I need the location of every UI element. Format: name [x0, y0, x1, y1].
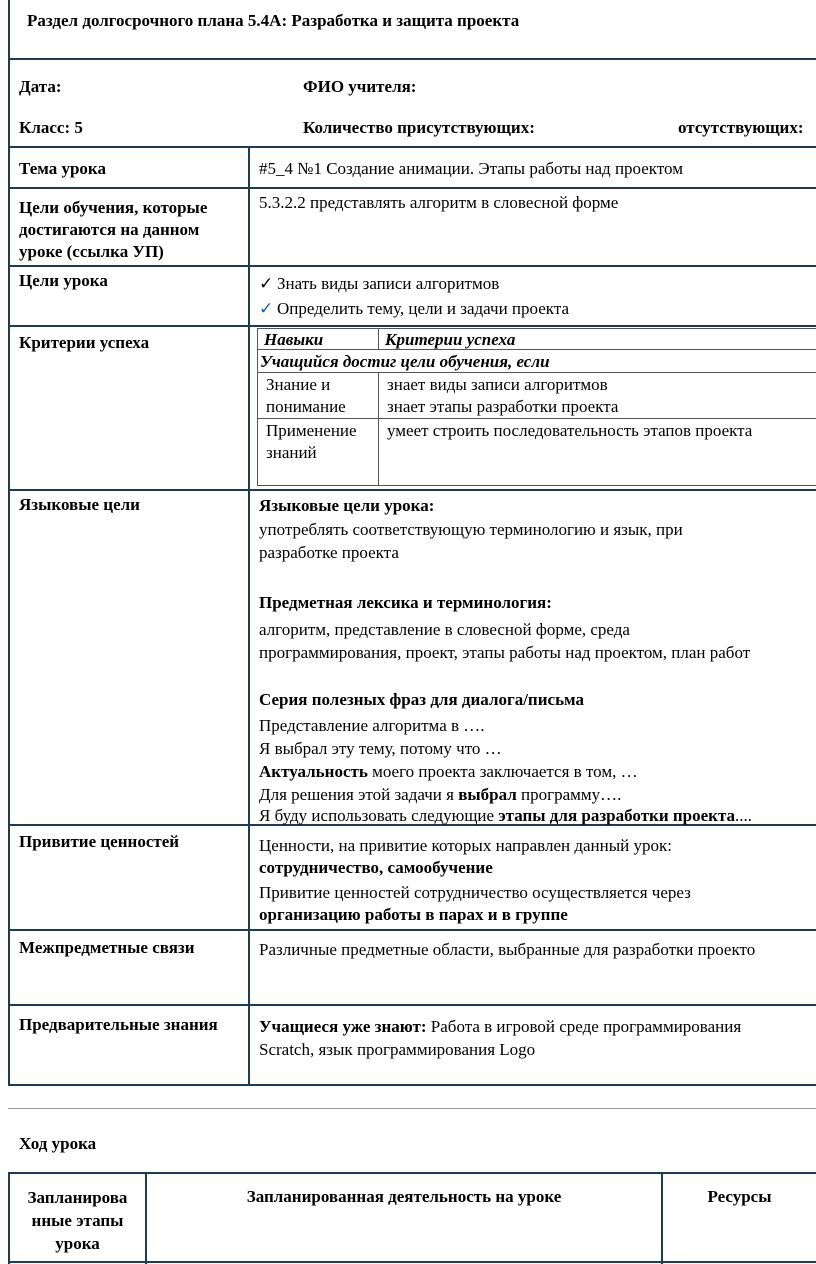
language-goals-text: употреблять соответствующую терминологию и язык, при — [259, 520, 683, 539]
criteria-skill: знаний — [266, 443, 317, 462]
criteria-table-line — [378, 372, 379, 486]
prior-knowledge-label: Предварительные знания — [19, 1015, 218, 1034]
criteria-table-line — [378, 328, 379, 350]
lesson-goal-text: Знать виды записи алгоритмов — [277, 274, 500, 293]
learning-goals-value: 5.3.2.2 представлять алгоритм в словесной форме — [259, 193, 619, 212]
table-bottom-border — [8, 1084, 816, 1086]
checkmark-icon: ✓ — [259, 299, 274, 318]
flow-col-stages-line: нные этапы — [31, 1211, 124, 1230]
criteria-table-line — [257, 328, 816, 329]
phrase-bold: Актуальность — [259, 762, 368, 781]
language-goals-label: Языковые цели — [19, 495, 140, 514]
values-text: сотрудничество, самообучение — [259, 858, 493, 877]
row-divider — [8, 929, 816, 931]
interdisciplinary-value: Различные предметные области, выбранные для разработки проекто — [259, 940, 756, 959]
phrase-text: Для решения этой задачи я — [259, 785, 459, 804]
phrase-text: программу…. — [516, 785, 622, 804]
section-divider — [8, 1108, 816, 1109]
column-divider — [248, 147, 250, 1085]
criteria-table-line — [257, 418, 816, 419]
phrase-line — [259, 760, 638, 783]
flow-col-resources: Ресурсы — [707, 1187, 772, 1206]
lesson-flow-title: Ход урока — [19, 1134, 97, 1153]
phrase-line: Я выбрал эту тему, потому что … — [259, 739, 502, 758]
absent-label: отсутствующих: — [678, 118, 804, 137]
flow-table-border — [8, 1261, 816, 1263]
class-label: Класс: 5 — [19, 118, 83, 137]
teacher-label: ФИО учителя: — [303, 77, 417, 96]
criteria-text: знает этапы разработки проекта — [387, 397, 619, 416]
criteria-text: умеет строить последовательность этапов проекта — [387, 421, 753, 440]
flow-col-stages-line: урока — [55, 1234, 100, 1253]
vocabulary-heading: Предметная лексика и терминология: — [259, 593, 552, 612]
criteria-skill: Знание и — [266, 375, 331, 394]
row-divider — [8, 187, 816, 189]
phrase-text: Я буду использовать следующие — [259, 806, 499, 825]
table-left-border — [8, 0, 10, 1086]
success-criteria-label: Критерии успеха — [19, 333, 150, 352]
criteria-head-criteria: Критерии успеха — [385, 330, 516, 349]
prior-knowledge-bold: Учащиеся уже знают: — [259, 1017, 427, 1036]
criteria-text: знает виды записи алгоритмов — [387, 375, 608, 394]
values-label: Привитие ценностей — [19, 832, 180, 851]
vocabulary-text: алгоритм, представление в словесной форме, среда — [259, 620, 630, 639]
row-divider — [8, 58, 816, 60]
phrase-bold: выбрал — [458, 785, 517, 804]
language-goals-text: разработке проекта — [259, 543, 399, 562]
phrase-line — [259, 783, 621, 806]
row-divider — [8, 146, 816, 148]
values-text: Привитие ценностей сотрудничество осуществляется через — [259, 883, 691, 902]
date-label: Дата: — [19, 77, 62, 96]
flow-col-activity: Запланированная деятельность на уроке — [246, 1187, 562, 1206]
values-text: организацию работы в парах и в группе — [259, 905, 568, 924]
row-divider — [8, 325, 816, 327]
criteria-skill: понимание — [266, 397, 346, 416]
phrase-text: моего проекта заключается в том, … — [367, 762, 638, 781]
checkmark-icon: ✓ — [259, 274, 274, 293]
prior-knowledge-text: Scratch, язык программирования Logo — [259, 1040, 536, 1059]
prior-knowledge-rest: Работа в игровой среде программирования — [426, 1017, 742, 1036]
lesson-goals-label: Цели урока — [19, 271, 108, 290]
language-goals-heading: Языковые цели урока: — [259, 496, 435, 515]
phrases-heading: Серия полезных фраз для диалога/письма — [259, 690, 585, 709]
phrase-bold: этапы для разработки проекта — [498, 806, 736, 825]
row-divider — [8, 265, 816, 267]
prior-knowledge-text — [259, 1015, 741, 1038]
criteria-table-line — [257, 349, 816, 350]
criteria-table-line — [257, 328, 258, 486]
flow-col-stages — [10, 1186, 145, 1255]
page-title: Раздел долгосрочного плана 5.4А: Разработка и защита проекта — [27, 11, 520, 30]
row-divider — [8, 1004, 816, 1006]
lesson-goal-item — [259, 272, 499, 295]
flow-col-stages-line: Запланирова — [27, 1188, 128, 1207]
topic-label: Тема урока — [19, 159, 106, 178]
learning-goals-label: Цели обучения, которые достигаются на данном уроке (ссылка УП) — [19, 198, 208, 261]
lesson-goal-text: Определить тему, цели и задачи проекта — [277, 299, 569, 318]
row-divider — [8, 489, 816, 491]
vocabulary-text: программирования, проект, этапы работы над проектом, план работ — [259, 643, 751, 662]
interdisciplinary-label: Межпредметные связи — [19, 938, 195, 957]
values-text: Ценности, на привитие которых направлен данный урок: — [259, 836, 672, 855]
criteria-skill: Применение — [266, 421, 357, 440]
phrase-line — [259, 804, 752, 827]
present-label: Количество присутствующих: — [303, 118, 535, 137]
phrase-text: .... — [735, 806, 753, 825]
topic-value: #5_4 №1 Создание анимации. Этапы работы над проектом — [259, 159, 683, 178]
lesson-goal-item — [259, 297, 569, 320]
criteria-head-skills: Навыки — [264, 330, 324, 349]
flow-table-border — [8, 1172, 816, 1174]
criteria-table-line — [257, 485, 816, 486]
criteria-subhead: Учащийся достиг цели обучения, если — [260, 352, 550, 371]
phrase-line: Представление алгоритма в …. — [259, 716, 485, 735]
